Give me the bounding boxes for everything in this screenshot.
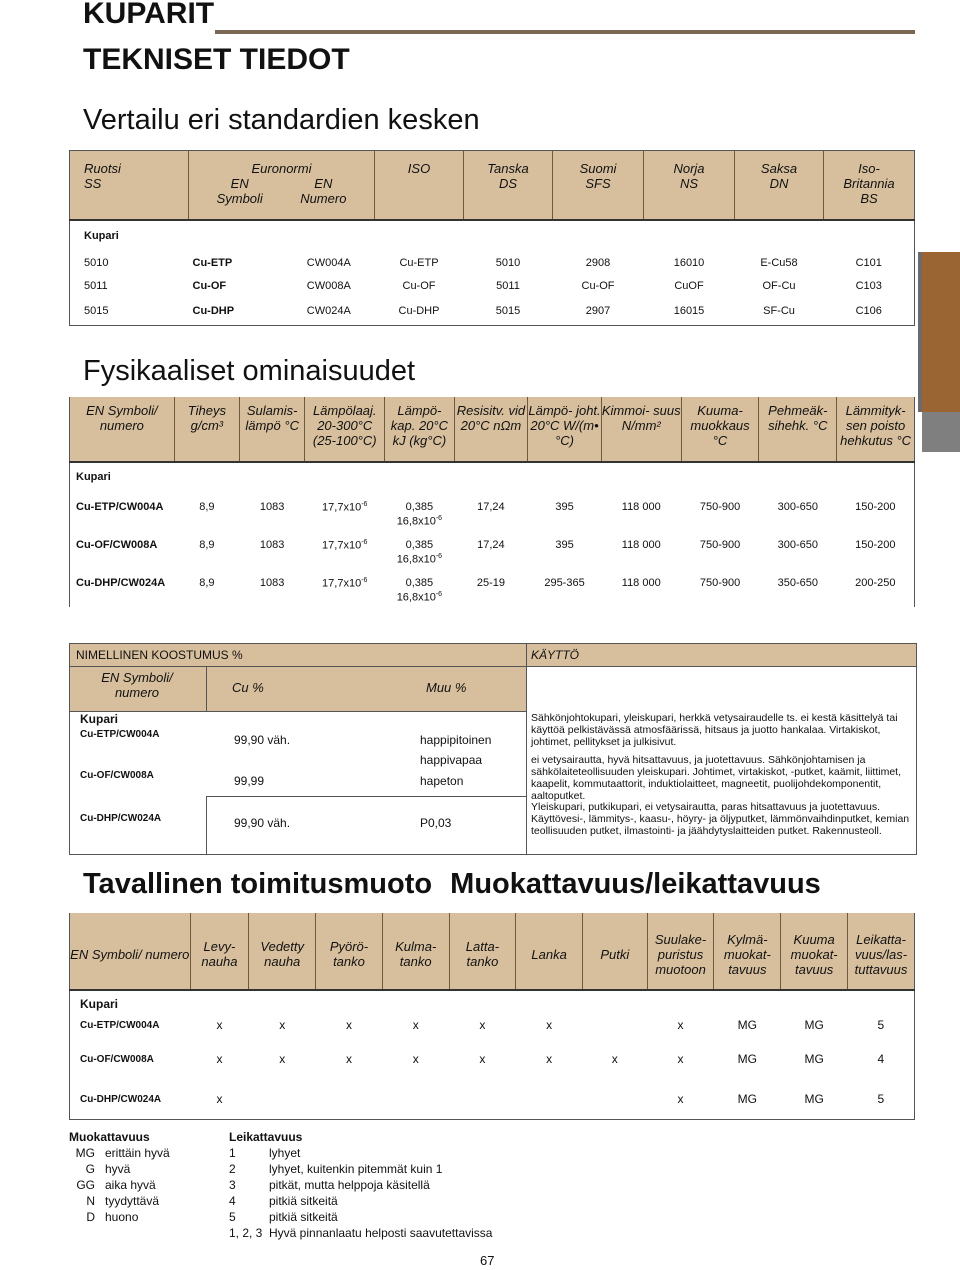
std-cell: C106	[855, 305, 882, 317]
del-col-cutting: Leikatta- vuus/las- tuttavuus	[848, 913, 915, 990]
std-cell: OF-Cu	[762, 279, 796, 292]
std-cell: 16010	[673, 256, 705, 269]
del-cell: x	[677, 1052, 684, 1066]
phys-cell: 1083	[259, 577, 285, 589]
table-row	[70, 1039, 915, 1079]
composition-row-other-extra: happivapaa	[420, 753, 483, 767]
del-cell: x	[412, 1052, 419, 1066]
section-title-standards: Vertailu eri standardien kesken	[83, 104, 480, 136]
composition-col-divider-2	[206, 796, 207, 854]
phys-cell: 8,9	[199, 501, 215, 513]
std-col-dn	[735, 151, 824, 221]
composition-row-name: Cu-DHP/CW024A	[80, 813, 162, 824]
legend-text: tyydyttävä	[105, 1194, 160, 1208]
del-col-cold: Kylmä- muokat- tavuus	[714, 913, 781, 990]
del-cell: MG	[737, 1092, 758, 1106]
std-group-label: Kupari	[84, 230, 119, 242]
del-col-round: Pyörö- tanko	[316, 913, 383, 990]
phys-exp-pow: -6	[361, 539, 368, 546]
legend-code: MG	[75, 1146, 95, 1160]
phys-cell: 118 000	[621, 501, 661, 513]
phys-col-expansion: Lämpölaaj. 20-300°C (25-100°C)	[305, 397, 385, 462]
delivery-table	[69, 913, 915, 1120]
phys-col-relief: Lämmityk- sen poisto hehkutus °C	[837, 397, 915, 462]
std-col-dn-l1: Saksa	[760, 161, 798, 176]
composition-col-symbol: EN Symboli/ numero	[101, 670, 173, 700]
std-col-sfs	[553, 151, 644, 221]
legend-text: lyhyet, kuitenkin pitemmät kuin 1	[269, 1162, 443, 1176]
std-col-ss-l1: Ruotsi	[84, 161, 121, 176]
section-title-workability: Muokattavuus/leikattavuus	[450, 868, 821, 900]
cutting-legend-title: Leikattavuus	[229, 1130, 303, 1144]
legend-item	[69, 1209, 170, 1225]
composition-row-cu: 99,90 väh.	[234, 733, 291, 747]
side-tab-edge	[918, 252, 922, 412]
del-cell: MG	[737, 1052, 758, 1066]
phys-col-melt: Sulamis- lämpö °C	[240, 397, 305, 462]
phys-cap2: 16,8x10	[396, 553, 436, 566]
std-cell: C101	[855, 256, 882, 269]
side-tab-gray	[922, 412, 960, 452]
std-cell: 5011	[84, 279, 108, 292]
phys-cell	[385, 531, 454, 569]
phys-cap1: 0,385	[405, 577, 434, 589]
phys-exp-pow: -6	[361, 501, 368, 508]
standards-table	[69, 150, 915, 326]
composition-row-other: hapeton	[420, 774, 464, 788]
legend-code: GG	[76, 1178, 95, 1192]
del-cell: x	[279, 1018, 286, 1032]
legend-item	[229, 1225, 492, 1241]
phys-cell: 300-650	[777, 501, 818, 513]
std-cell: Cu-OF	[581, 279, 615, 292]
legend-item	[229, 1193, 492, 1209]
del-cell: x	[216, 1018, 223, 1032]
std-col-ds-l1: Tanska	[487, 161, 529, 176]
std-col-sfs-l2: SFS	[585, 176, 611, 191]
phys-cell: 395	[555, 539, 574, 551]
delivery-header-row	[70, 913, 915, 990]
phys-cell: 1083	[259, 539, 285, 551]
phys-cell-name: Cu-DHP/CW024A	[76, 577, 166, 589]
composition-col-other: Muu %	[426, 680, 467, 695]
del-cell	[582, 1011, 647, 1039]
std-col-sfs-l1: Suomi	[579, 161, 617, 176]
std-col-ns	[644, 151, 735, 221]
del-cell: x	[677, 1018, 684, 1032]
phys-cell: 8,9	[199, 577, 215, 589]
phys-col-resistivity: Resisitv. vid 20°C nΩm	[454, 397, 528, 462]
std-col-bs-l1: Iso-	[858, 161, 880, 176]
page-number: 67	[480, 1253, 495, 1268]
delivery-group-row	[70, 990, 915, 1011]
phys-col-conductivity: Lämpö- joht. 20°C W/(m• °C)	[528, 397, 602, 462]
std-col-euronorm-l1: Euronormi	[251, 161, 312, 176]
phys-group-label: Kupari	[76, 471, 111, 483]
del-cell: MG	[804, 1052, 824, 1066]
composition-row-name: Cu-OF/CW008A	[80, 770, 154, 781]
del-col-hot: Kuuma muokat- tavuus	[781, 913, 848, 990]
title-rule	[215, 30, 915, 34]
phys-cell: 8,9	[199, 539, 215, 551]
std-col-en-number-l2: Numero	[300, 191, 347, 206]
del-group-label: Kupari	[80, 997, 119, 1011]
del-cell: x	[345, 1052, 352, 1066]
composition-row-name: Cu-ETP/CW004A	[80, 729, 160, 740]
phys-cell: 350-650	[777, 577, 818, 589]
legend-text: pitkät, mutta helppoja käsitellä	[269, 1178, 430, 1192]
std-cell: 5010	[495, 256, 521, 269]
del-cell	[316, 1079, 383, 1120]
composition-row-usage: Sähkönjohtokupari, yleiskupari, herkkä vetysairaudelle ts. ei kestä käsittelyä tai käyttöä pelkistävässä atmosfäärissä, hitsaus ja juotto hankalaa. Virtakiskot, johtimet, pellitykset ja julkisivut.	[531, 712, 898, 748]
del-col-drawn: Vedetty nauha	[249, 913, 316, 990]
std-col-ds	[464, 151, 553, 221]
phys-cap2: 16,8x10	[396, 591, 436, 604]
composition-row-line	[206, 796, 526, 797]
del-cell: x	[412, 1018, 419, 1032]
del-cell: x	[611, 1052, 618, 1066]
std-col-en-symbol	[200, 176, 280, 206]
legend-item	[69, 1145, 170, 1161]
composition-row-usage: ei vetysairautta, hyvä hitsattavuus, ja juotettavuus. Sähkönjohtamisen ja sähkölaiteteollisuuden yleiskupari. Johtimet, virtakiskot, -putket, kaämit, liittimet, kaapelit, kommutaattorit, induktiolaitteet, magneetit, puolijohdekomponentit, aaltoputket.	[531, 754, 901, 802]
std-cell: CW004A	[306, 256, 351, 269]
section-title-physical: Fysikaaliset ominaisuudet	[83, 355, 416, 387]
table-row	[70, 1011, 915, 1039]
std-col-en-number-l1: EN	[314, 176, 333, 191]
std-col-ss-l2: SS	[84, 176, 102, 191]
std-cell: 16015	[673, 305, 705, 317]
section-title-delivery-text: Tavallinen toimitusmuoto	[83, 868, 433, 900]
std-col-en-symbol-l2: Symboli	[216, 191, 263, 206]
composition-group-label: Kupari	[80, 712, 119, 726]
std-col-ns-l1: Norja	[673, 161, 705, 176]
legend-code: 2	[229, 1162, 236, 1176]
physical-group-row	[70, 462, 915, 493]
phys-cap2-pow: -6	[435, 591, 443, 598]
del-cell: MG	[737, 1018, 758, 1032]
del-cell	[516, 1079, 583, 1120]
physical-header-row	[70, 397, 915, 462]
del-cell	[249, 1079, 316, 1120]
del-cell: 5	[877, 1018, 885, 1032]
del-cell: x	[479, 1018, 486, 1032]
page-subtitle: TEKNISET TIEDOT	[83, 43, 350, 76]
phys-cell	[385, 493, 454, 531]
phys-cell-name: Cu-OF/CW008A	[76, 539, 158, 551]
section-title-delivery	[83, 867, 821, 901]
phys-cell: 295-365	[544, 577, 585, 589]
phys-cell: 1083	[259, 501, 285, 513]
del-cell: x	[546, 1018, 553, 1032]
phys-col-modulus: Kimmoi- suus N/mm²	[601, 397, 681, 462]
del-cell: x	[479, 1052, 486, 1066]
std-col-ds-l2: DS	[498, 176, 518, 191]
phys-cell: 750-900	[699, 577, 741, 589]
del-col-sheet: Levy- nauha	[190, 913, 249, 990]
std-cell: Cu-DHP	[398, 305, 440, 317]
phys-col-hotworking: Kuuma- muokkaus °C	[681, 397, 759, 462]
phys-cell: 750-900	[699, 501, 741, 513]
composition-title: NIMELLINEN KOOSTUMUS %	[76, 648, 243, 662]
del-col-wire: Lanka	[516, 913, 583, 990]
del-cell: 4	[877, 1052, 885, 1066]
phys-exp: 17,7x10	[322, 539, 362, 552]
phys-cell: 150-200	[855, 501, 896, 513]
phys-col-density: Tiheys g/cm³	[174, 397, 239, 462]
legend-item	[229, 1177, 492, 1193]
legend-code: 5	[229, 1210, 236, 1224]
std-col-euronorm	[189, 151, 375, 221]
side-tab	[918, 252, 960, 412]
phys-cell: 118 000	[621, 539, 661, 551]
std-cell: 5015	[84, 305, 109, 317]
std-cell: Cu-ETP	[192, 256, 233, 269]
legend-text: pitkiä sitkeitä	[269, 1210, 338, 1224]
composition-row-cu: 99,90 väh.	[234, 816, 291, 830]
table-row	[70, 493, 915, 531]
legend-text: huono	[105, 1210, 139, 1224]
phys-cap2-pow: -6	[435, 553, 443, 560]
table-row	[70, 274, 915, 297]
phys-cell-name: Cu-ETP/CW004A	[76, 501, 164, 513]
std-cell: Cu-OF	[402, 279, 436, 292]
table-row	[70, 251, 915, 274]
std-col-ns-l2: NS	[679, 176, 699, 191]
del-col-angle: Kulma- tanko	[382, 913, 449, 990]
legend-item	[69, 1193, 170, 1209]
del-cell: x	[546, 1052, 553, 1066]
del-cell: x	[279, 1052, 286, 1066]
composition-divider	[526, 644, 527, 854]
legend-code: 3	[229, 1178, 236, 1192]
del-cell	[449, 1079, 516, 1120]
legend-item	[69, 1161, 170, 1177]
std-cell: CW024A	[306, 305, 351, 317]
composition-table	[69, 643, 917, 855]
legend-text: lyhyet	[269, 1146, 301, 1160]
del-col-flat: Latta- tanko	[449, 913, 516, 990]
del-cell: x	[216, 1052, 223, 1066]
physical-table	[69, 397, 915, 607]
table-row	[70, 531, 915, 569]
phys-cap2-pow: -6	[435, 515, 443, 522]
std-cell: 2908	[585, 256, 611, 269]
phys-cell: 17,24	[477, 539, 505, 551]
phys-exp-pow: -6	[361, 577, 368, 584]
phys-cap2: 16,8x10	[396, 515, 436, 528]
phys-cell: 300-650	[777, 539, 818, 551]
composition-row-other: P0,03	[420, 816, 452, 830]
std-cell: CuOF	[674, 279, 704, 292]
std-cell: Cu-ETP	[399, 256, 439, 269]
phys-cell: 17,24	[477, 501, 505, 513]
usage-title: KÄYTTÖ	[531, 648, 580, 662]
legend-item	[229, 1161, 492, 1177]
del-cell: 5	[877, 1092, 885, 1106]
table-row	[70, 297, 915, 326]
standards-header-row	[70, 151, 915, 221]
del-cell	[382, 1079, 449, 1120]
legend-text: pitkiä sitkeitä	[269, 1194, 338, 1208]
legend-text: Hyvä pinnanlaatu helposti saavutettavissa	[269, 1226, 493, 1240]
std-cell: C103	[855, 279, 882, 292]
phys-cell: 25-19	[476, 577, 505, 589]
workability-legend-title: Muokattavuus	[69, 1130, 150, 1144]
legend-item	[69, 1177, 170, 1193]
phys-cell: 118 000	[621, 577, 661, 589]
del-cell: MG	[804, 1018, 824, 1032]
phys-cell: 150-200	[855, 539, 896, 551]
cutting-legend	[229, 1129, 492, 1241]
composition-col-divider-1	[206, 667, 207, 711]
std-col-bs	[824, 151, 915, 221]
legend-code: G	[85, 1162, 95, 1176]
std-cell: Cu-DHP	[192, 305, 235, 317]
phys-exp: 17,7x10	[322, 501, 362, 514]
del-col-extrusion: Suulake- puristus muotoon	[647, 913, 714, 990]
phys-col-symbol: EN Symboli/ numero	[70, 397, 175, 462]
table-row	[70, 1079, 915, 1120]
phys-cell	[385, 569, 454, 607]
std-cell: CW008A	[306, 279, 351, 292]
phys-cell: 200-250	[855, 577, 896, 589]
phys-cap1: 0,385	[405, 539, 434, 551]
composition-row-cu: 99,99	[234, 774, 265, 788]
phys-cap1: 0,385	[405, 501, 434, 513]
standards-group-row	[70, 220, 915, 251]
std-cell: Cu-OF	[192, 279, 227, 292]
legend-code: 4	[229, 1194, 236, 1208]
del-cell: x	[216, 1092, 223, 1106]
std-col-iso	[375, 151, 464, 221]
workability-legend	[69, 1129, 170, 1225]
std-cell: 2907	[585, 305, 611, 317]
del-col-tube: Putki	[582, 913, 647, 990]
legend-code: 1, 2, 3	[229, 1226, 263, 1240]
phys-cell	[305, 531, 385, 569]
composition-col-cu: Cu %	[232, 680, 264, 695]
del-cell-name: Cu-OF/CW008A	[80, 1053, 154, 1065]
legend-code: 1	[229, 1146, 236, 1160]
legend-text: aika hyvä	[105, 1178, 156, 1192]
del-cell: x	[345, 1018, 352, 1032]
legend-item	[229, 1209, 492, 1225]
composition-row-usage: Yleiskupari, putkikupari, ei vetysairautta, paras hitsattavuus ja juotettavuus. Käyttövesi-, lämmitys-, kaasu-, höyry- ja öljyputket, lämmönvaihdinputket, kemian teollisuuden putket, ilmastointi- ja jäähdytyslaitteiden putket. Rakennusteoll.	[531, 801, 910, 837]
phys-cell: 395	[555, 501, 574, 513]
std-cell: E-Cu58	[760, 256, 798, 269]
phys-cell	[305, 569, 385, 607]
table-row	[70, 569, 915, 607]
std-cell: 5010	[84, 256, 109, 269]
std-col-dn-l2: DN	[769, 176, 789, 191]
std-col-iso-l1: ISO	[407, 161, 431, 176]
del-cell-name: Cu-ETP/CW004A	[80, 1019, 160, 1031]
phys-col-capacity: Lämpö- kap. 20°C kJ (kg°C)	[385, 397, 454, 462]
legend-text: hyvä	[105, 1162, 131, 1176]
legend-code: N	[86, 1194, 95, 1208]
del-cell-name: Cu-DHP/CW024A	[80, 1093, 162, 1105]
std-cell: 5015	[495, 305, 521, 317]
std-cell: 5011	[496, 279, 520, 292]
phys-cell	[305, 493, 385, 531]
del-col-symbol: EN Symboli/ numero	[70, 913, 191, 990]
std-col-ss	[70, 151, 189, 221]
std-cell: SF-Cu	[763, 305, 795, 317]
std-col-bs-l3: BS	[860, 191, 878, 206]
legend-code: D	[86, 1210, 95, 1224]
del-cell: x	[677, 1092, 684, 1106]
legend-item	[229, 1145, 492, 1161]
std-col-en-number	[283, 176, 363, 206]
phys-exp: 17,7x10	[322, 577, 362, 590]
phys-col-softening: Pehmeäk- sihehk. °C	[759, 397, 837, 462]
del-cell	[582, 1079, 647, 1120]
phys-cell: 750-900	[699, 539, 741, 551]
del-cell: MG	[804, 1092, 824, 1106]
std-col-en-symbol-l1: EN	[230, 176, 249, 191]
composition-row-other: happipitoinen	[420, 733, 492, 747]
legend-text: erittäin hyvä	[105, 1146, 170, 1160]
page-title: KUPARIT	[83, 0, 215, 30]
std-col-bs-l2: Britannia	[843, 176, 895, 191]
